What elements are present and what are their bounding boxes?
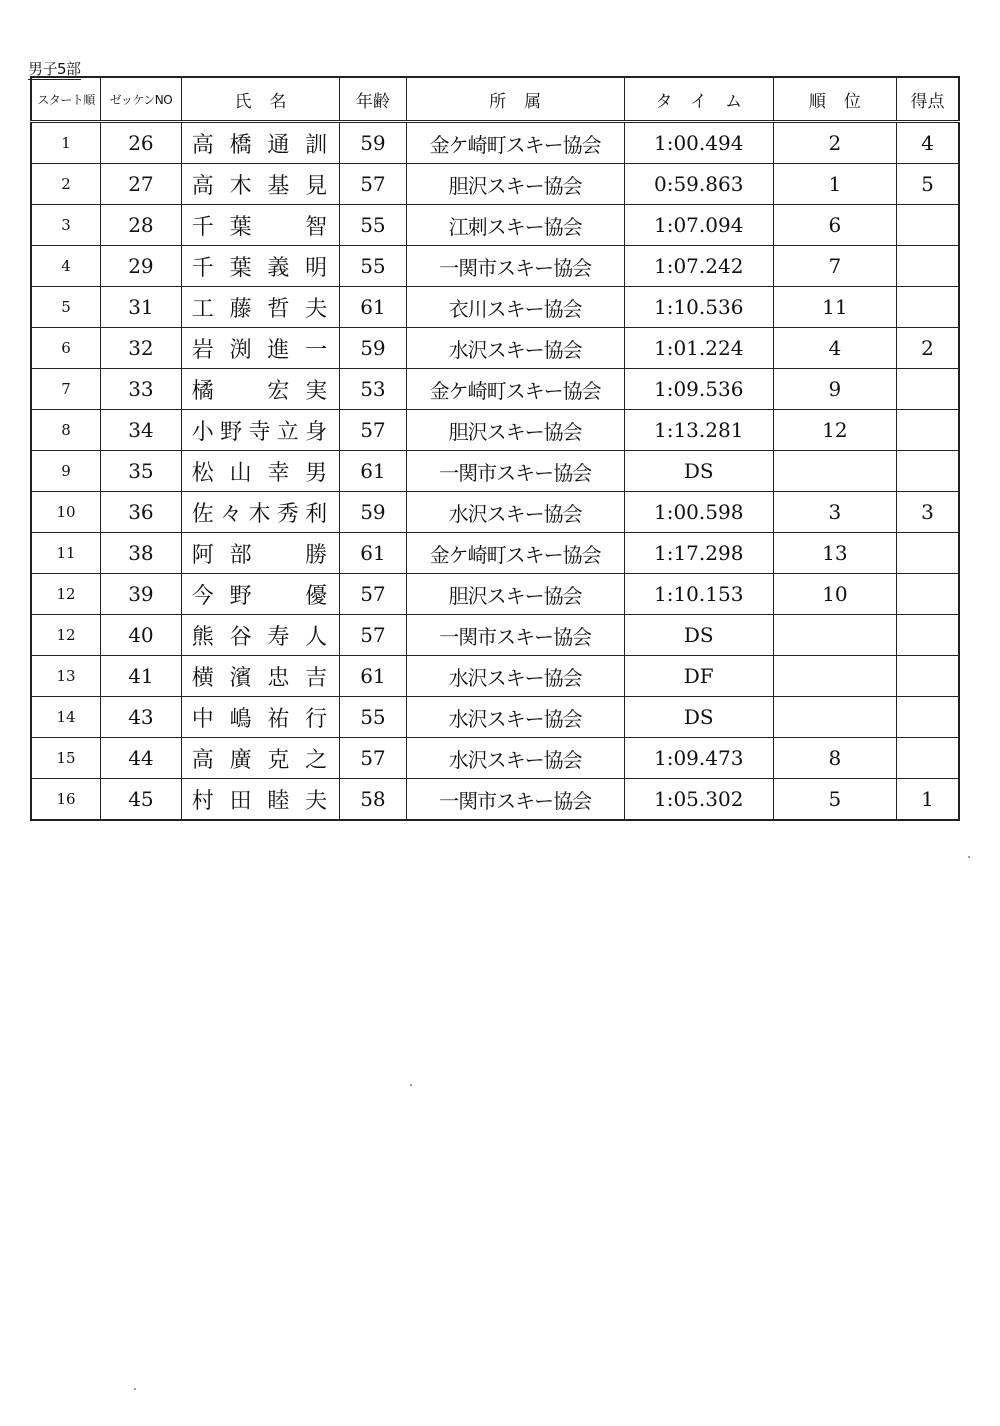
cell-points [896,246,959,287]
cell-time: 0:59.863 [624,164,773,205]
cell-rank: 11 [773,287,896,328]
cell-club: 金ケ崎町スキー協会 [406,533,624,574]
scan-speck [410,1084,412,1086]
table-row [31,246,959,287]
cell-name: 熊谷寿人 [181,615,339,656]
cell-club: 水沢スキー協会 [406,738,624,779]
table-row [31,492,959,533]
cell-bib-no: 36 [101,492,182,533]
cell-points [896,410,959,451]
cell-club: 胆沢スキー協会 [406,574,624,615]
cell-age: 57 [340,738,407,779]
cell-bib-no: 28 [101,205,182,246]
cell-start-order: 14 [31,697,101,738]
cell-rank: 12 [773,410,896,451]
cell-age: 57 [340,615,407,656]
cell-club: 一関市スキー協会 [406,779,624,821]
cell-points [896,287,959,328]
cell-start-order: 10 [31,492,101,533]
cell-age: 61 [340,451,407,492]
cell-name: 高木基見 [181,164,339,205]
cell-name: 岩渕進一 [181,328,339,369]
table-row [31,697,959,738]
header-age: 年齢 [340,77,407,122]
cell-name: 千葉義明 [181,246,339,287]
cell-bib-no: 34 [101,410,182,451]
cell-age: 55 [340,246,407,287]
cell-age: 55 [340,697,407,738]
cell-time: 1:07.094 [624,205,773,246]
cell-rank [773,615,896,656]
cell-name: 今野 優 [181,574,339,615]
cell-bib-no: 45 [101,779,182,821]
cell-club: 衣川スキー協会 [406,287,624,328]
cell-rank: 8 [773,738,896,779]
cell-start-order: 16 [31,779,101,821]
cell-age: 59 [340,328,407,369]
results-table [30,76,960,821]
table-row [31,122,959,164]
cell-club: 一関市スキー協会 [406,451,624,492]
cell-points [896,369,959,410]
cell-time: 1:00.598 [624,492,773,533]
table-row [31,205,959,246]
cell-start-order: 6 [31,328,101,369]
table-row [31,328,959,369]
cell-start-order: 9 [31,451,101,492]
cell-age: 59 [340,122,407,164]
cell-name: 高橋通訓 [181,122,339,164]
cell-age: 57 [340,574,407,615]
cell-bib-no: 35 [101,451,182,492]
table-row [31,738,959,779]
cell-start-order: 3 [31,205,101,246]
cell-time: 1:00.494 [624,122,773,164]
cell-bib-no: 31 [101,287,182,328]
cell-start-order: 1 [31,122,101,164]
cell-points: 5 [896,164,959,205]
cell-start-order: 12 [31,615,101,656]
cell-start-order: 12 [31,574,101,615]
cell-bib-no: 26 [101,122,182,164]
cell-age: 57 [340,410,407,451]
cell-points [896,451,959,492]
cell-points [896,574,959,615]
cell-bib-no: 29 [101,246,182,287]
cell-club: 水沢スキー協会 [406,656,624,697]
cell-time: 1:10.153 [624,574,773,615]
section-title: 男子5部 [28,60,81,78]
cell-points [896,533,959,574]
header-rank: 順位 [773,77,896,122]
cell-rank: 2 [773,122,896,164]
cell-time: DS [624,697,773,738]
cell-age: 61 [340,656,407,697]
cell-start-order: 11 [31,533,101,574]
cell-start-order: 5 [31,287,101,328]
cell-club: 一関市スキー協会 [406,615,624,656]
table-row [31,410,959,451]
cell-points: 4 [896,122,959,164]
cell-bib-no: 33 [101,369,182,410]
cell-club: 水沢スキー協会 [406,328,624,369]
cell-rank: 10 [773,574,896,615]
cell-points: 1 [896,779,959,821]
cell-rank: 13 [773,533,896,574]
cell-start-order: 4 [31,246,101,287]
table-row [31,451,959,492]
cell-bib-no: 39 [101,574,182,615]
cell-rank: 1 [773,164,896,205]
cell-rank [773,697,896,738]
cell-name: 小野寺立身 [181,410,339,451]
cell-start-order: 13 [31,656,101,697]
cell-points [896,615,959,656]
cell-bib-no: 41 [101,656,182,697]
cell-points: 3 [896,492,959,533]
table-header [31,77,959,122]
cell-rank: 4 [773,328,896,369]
table-row [31,615,959,656]
header-points: 得点 [896,77,959,122]
cell-bib-no: 32 [101,328,182,369]
cell-bib-no: 44 [101,738,182,779]
header-bib-no: ゼッケンNO [101,77,182,122]
cell-name: 横濱忠吉 [181,656,339,697]
cell-club: 水沢スキー協会 [406,697,624,738]
cell-start-order: 15 [31,738,101,779]
cell-name: 工藤哲夫 [181,287,339,328]
cell-age: 59 [340,492,407,533]
cell-name: 千葉 智 [181,205,339,246]
cell-rank [773,656,896,697]
cell-name: 高廣克之 [181,738,339,779]
scan-speck [968,856,970,858]
cell-bib-no: 43 [101,697,182,738]
cell-age: 61 [340,533,407,574]
cell-bib-no: 38 [101,533,182,574]
cell-name: 松山幸男 [181,451,339,492]
cell-points [896,205,959,246]
cell-start-order: 2 [31,164,101,205]
cell-time: 1:05.302 [624,779,773,821]
cell-name: 村田睦夫 [181,779,339,821]
cell-rank: 9 [773,369,896,410]
cell-club: 胆沢スキー協会 [406,410,624,451]
table-row [31,287,959,328]
cell-club: 金ケ崎町スキー協会 [406,122,624,164]
cell-club: 一関市スキー協会 [406,246,624,287]
cell-time: 1:10.536 [624,287,773,328]
table-body [31,122,959,821]
cell-club: 江刺スキー協会 [406,205,624,246]
table-row [31,369,959,410]
header-club: 所属 [406,77,624,122]
cell-age: 61 [340,287,407,328]
cell-age: 57 [340,164,407,205]
header-time: タイム [624,77,773,122]
scan-speck [134,1388,136,1390]
cell-time: DS [624,615,773,656]
cell-time: DF [624,656,773,697]
table-row [31,533,959,574]
cell-rank [773,451,896,492]
cell-time: 1:17.298 [624,533,773,574]
cell-time: DS [624,451,773,492]
cell-bib-no: 40 [101,615,182,656]
cell-time: 1:09.473 [624,738,773,779]
cell-points [896,697,959,738]
cell-club: 胆沢スキー協会 [406,164,624,205]
cell-start-order: 7 [31,369,101,410]
cell-name: 阿部 勝 [181,533,339,574]
header-name: 氏名 [181,77,339,122]
cell-club: 水沢スキー協会 [406,492,624,533]
cell-time: 1:07.242 [624,246,773,287]
cell-rank: 6 [773,205,896,246]
table-row [31,779,959,821]
cell-start-order: 8 [31,410,101,451]
cell-age: 58 [340,779,407,821]
table-row [31,656,959,697]
cell-club: 金ケ崎町スキー協会 [406,369,624,410]
cell-rank: 3 [773,492,896,533]
cell-name: 橘 宏実 [181,369,339,410]
cell-time: 1:13.281 [624,410,773,451]
cell-rank: 5 [773,779,896,821]
cell-points [896,738,959,779]
cell-points [896,656,959,697]
cell-time: 1:09.536 [624,369,773,410]
cell-bib-no: 27 [101,164,182,205]
header-start-order: スタート順 [31,77,101,122]
cell-rank: 7 [773,246,896,287]
cell-points: 2 [896,328,959,369]
table-row [31,574,959,615]
cell-name: 佐々木秀利 [181,492,339,533]
cell-age: 53 [340,369,407,410]
cell-age: 55 [340,205,407,246]
table-row [31,164,959,205]
cell-time: 1:01.224 [624,328,773,369]
cell-name: 中嶋祐行 [181,697,339,738]
